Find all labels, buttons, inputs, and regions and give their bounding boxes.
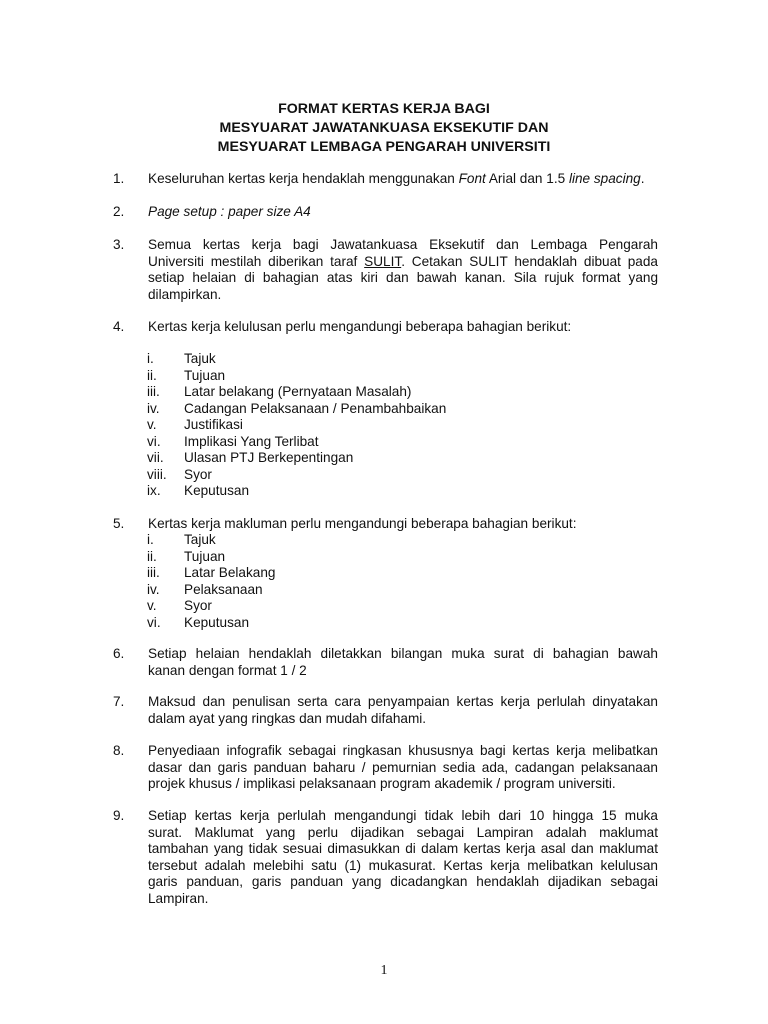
item-text: Penyediaan infografik sebagai ringkasan khususnya bagi kertas kerja melibatkan dasar dan garis panduan baharu / pemurnian sedia ada, cadangan pelaksanaan projek khusus / implikasi pelaksanaan program akademik / program universiti. bbox=[148, 743, 658, 792]
list-item: vi. Keputusan bbox=[147, 614, 250, 630]
list-item-7 bbox=[113, 694, 658, 727]
list-item-1 bbox=[113, 171, 658, 188]
list-item: viii. Syor bbox=[147, 466, 212, 482]
page-number: 1 bbox=[380, 963, 388, 978]
list-item: iii. Latar Belakang bbox=[147, 565, 276, 580]
item-text: Semua kertas kerja bagi Jawatankuasa Eksekutif dan Lembaga Pengarah Universiti mestilah diberikan taraf SULIT. Cetakan SULIT hendaklah dibuat pada setiap helaian di bahagian atas kiri dan bawah kanan. Sila rujuk format yang dilampirkan. bbox=[148, 237, 658, 302]
list-item-6 bbox=[113, 646, 658, 679]
list-item: i. Tajuk bbox=[147, 532, 216, 547]
list-item: v. Justifikasi bbox=[147, 417, 243, 432]
list-item: iv. Pelaksanaan bbox=[147, 581, 263, 597]
list-item: ix. Keputusan bbox=[147, 483, 250, 498]
list-item: ii. Tujuan bbox=[147, 367, 226, 383]
list-item: i. Tajuk bbox=[147, 351, 216, 366]
list-item-3 bbox=[113, 237, 658, 303]
sublist-item-5 bbox=[147, 532, 647, 631]
item-number: 2. bbox=[113, 204, 125, 219]
item-number: 9. bbox=[113, 808, 125, 823]
list-item: iii. Latar belakang (Pernyataan Masalah) bbox=[147, 384, 412, 399]
item-text: Kertas kerja kelulusan perlu mengandungi beberapa bahagian berikut: bbox=[148, 319, 572, 334]
list-item-2 bbox=[113, 204, 658, 221]
item-text: Setiap kertas kerja perlulah mengandungi tidak lebih dari 10 hingga 15 muka surat. Maklumat yang perlu dijadikan sebagai Lampiran adalah maklumat tambahan yang tidak sesuai dimasukkan di dalam kertas kerja asal dan maklumat tersebut adalah melebihi satu (1) mukasurat. Kertas kerja melibatkan kelulusan garis panduan, garis panduan yang dicadangkan hendaklah dijadikan sebagai Lampiran. bbox=[148, 808, 658, 906]
title-line-2: MESYUARAT JAWATANKUASA EKSEKUTIF DAN bbox=[219, 120, 549, 136]
item-text: Keseluruhan kertas kerja hendaklah menggunakan Font Arial dan 1.5 line spacing. bbox=[148, 171, 645, 186]
list-item: ii. Tujuan bbox=[147, 548, 226, 564]
title-line-3: MESYUARAT LEMBAGA PENGARAH UNIVERSITI bbox=[217, 139, 551, 155]
item-number: 5. bbox=[113, 516, 125, 531]
item-text: Maksud dan penulisan serta cara penyampaian kertas kerja perlulah dinyatakan dalam ayat yang ringkas dan mudah difahami. bbox=[148, 694, 658, 726]
list-item-9 bbox=[113, 808, 658, 908]
list-item: iv. Cadangan Pelaksanaan / Penambahbaikan bbox=[147, 400, 447, 416]
list-item: v. Syor bbox=[147, 598, 212, 613]
item-number: 6. bbox=[113, 646, 125, 661]
item-number: 4. bbox=[113, 319, 125, 334]
list-item-4 bbox=[113, 319, 658, 336]
list-item-8 bbox=[113, 743, 658, 793]
document-title bbox=[0, 100, 768, 157]
item-number: 1. bbox=[113, 171, 125, 186]
list-item: vii. Ulasan PTJ Berkepentingan bbox=[147, 450, 354, 465]
item-text: Page setup : paper size A4 bbox=[148, 204, 311, 219]
title-line-1: FORMAT KERTAS KERJA BAGI bbox=[278, 101, 490, 117]
list-item-5 bbox=[113, 516, 658, 533]
list-item: vi. Implikasi Yang Terlibat bbox=[147, 433, 319, 449]
sublist-item-4 bbox=[147, 351, 647, 500]
item-number: 3. bbox=[113, 237, 125, 252]
item-number: 7. bbox=[113, 694, 125, 709]
item-text: Setiap helaian hendaklah diletakkan bilangan muka surat di bahagian bawah kanan dengan format 1 / 2 bbox=[148, 646, 658, 678]
item-number: 8. bbox=[113, 743, 125, 758]
item-text: Kertas kerja makluman perlu mengandungi beberapa bahagian berikut: bbox=[148, 516, 577, 531]
